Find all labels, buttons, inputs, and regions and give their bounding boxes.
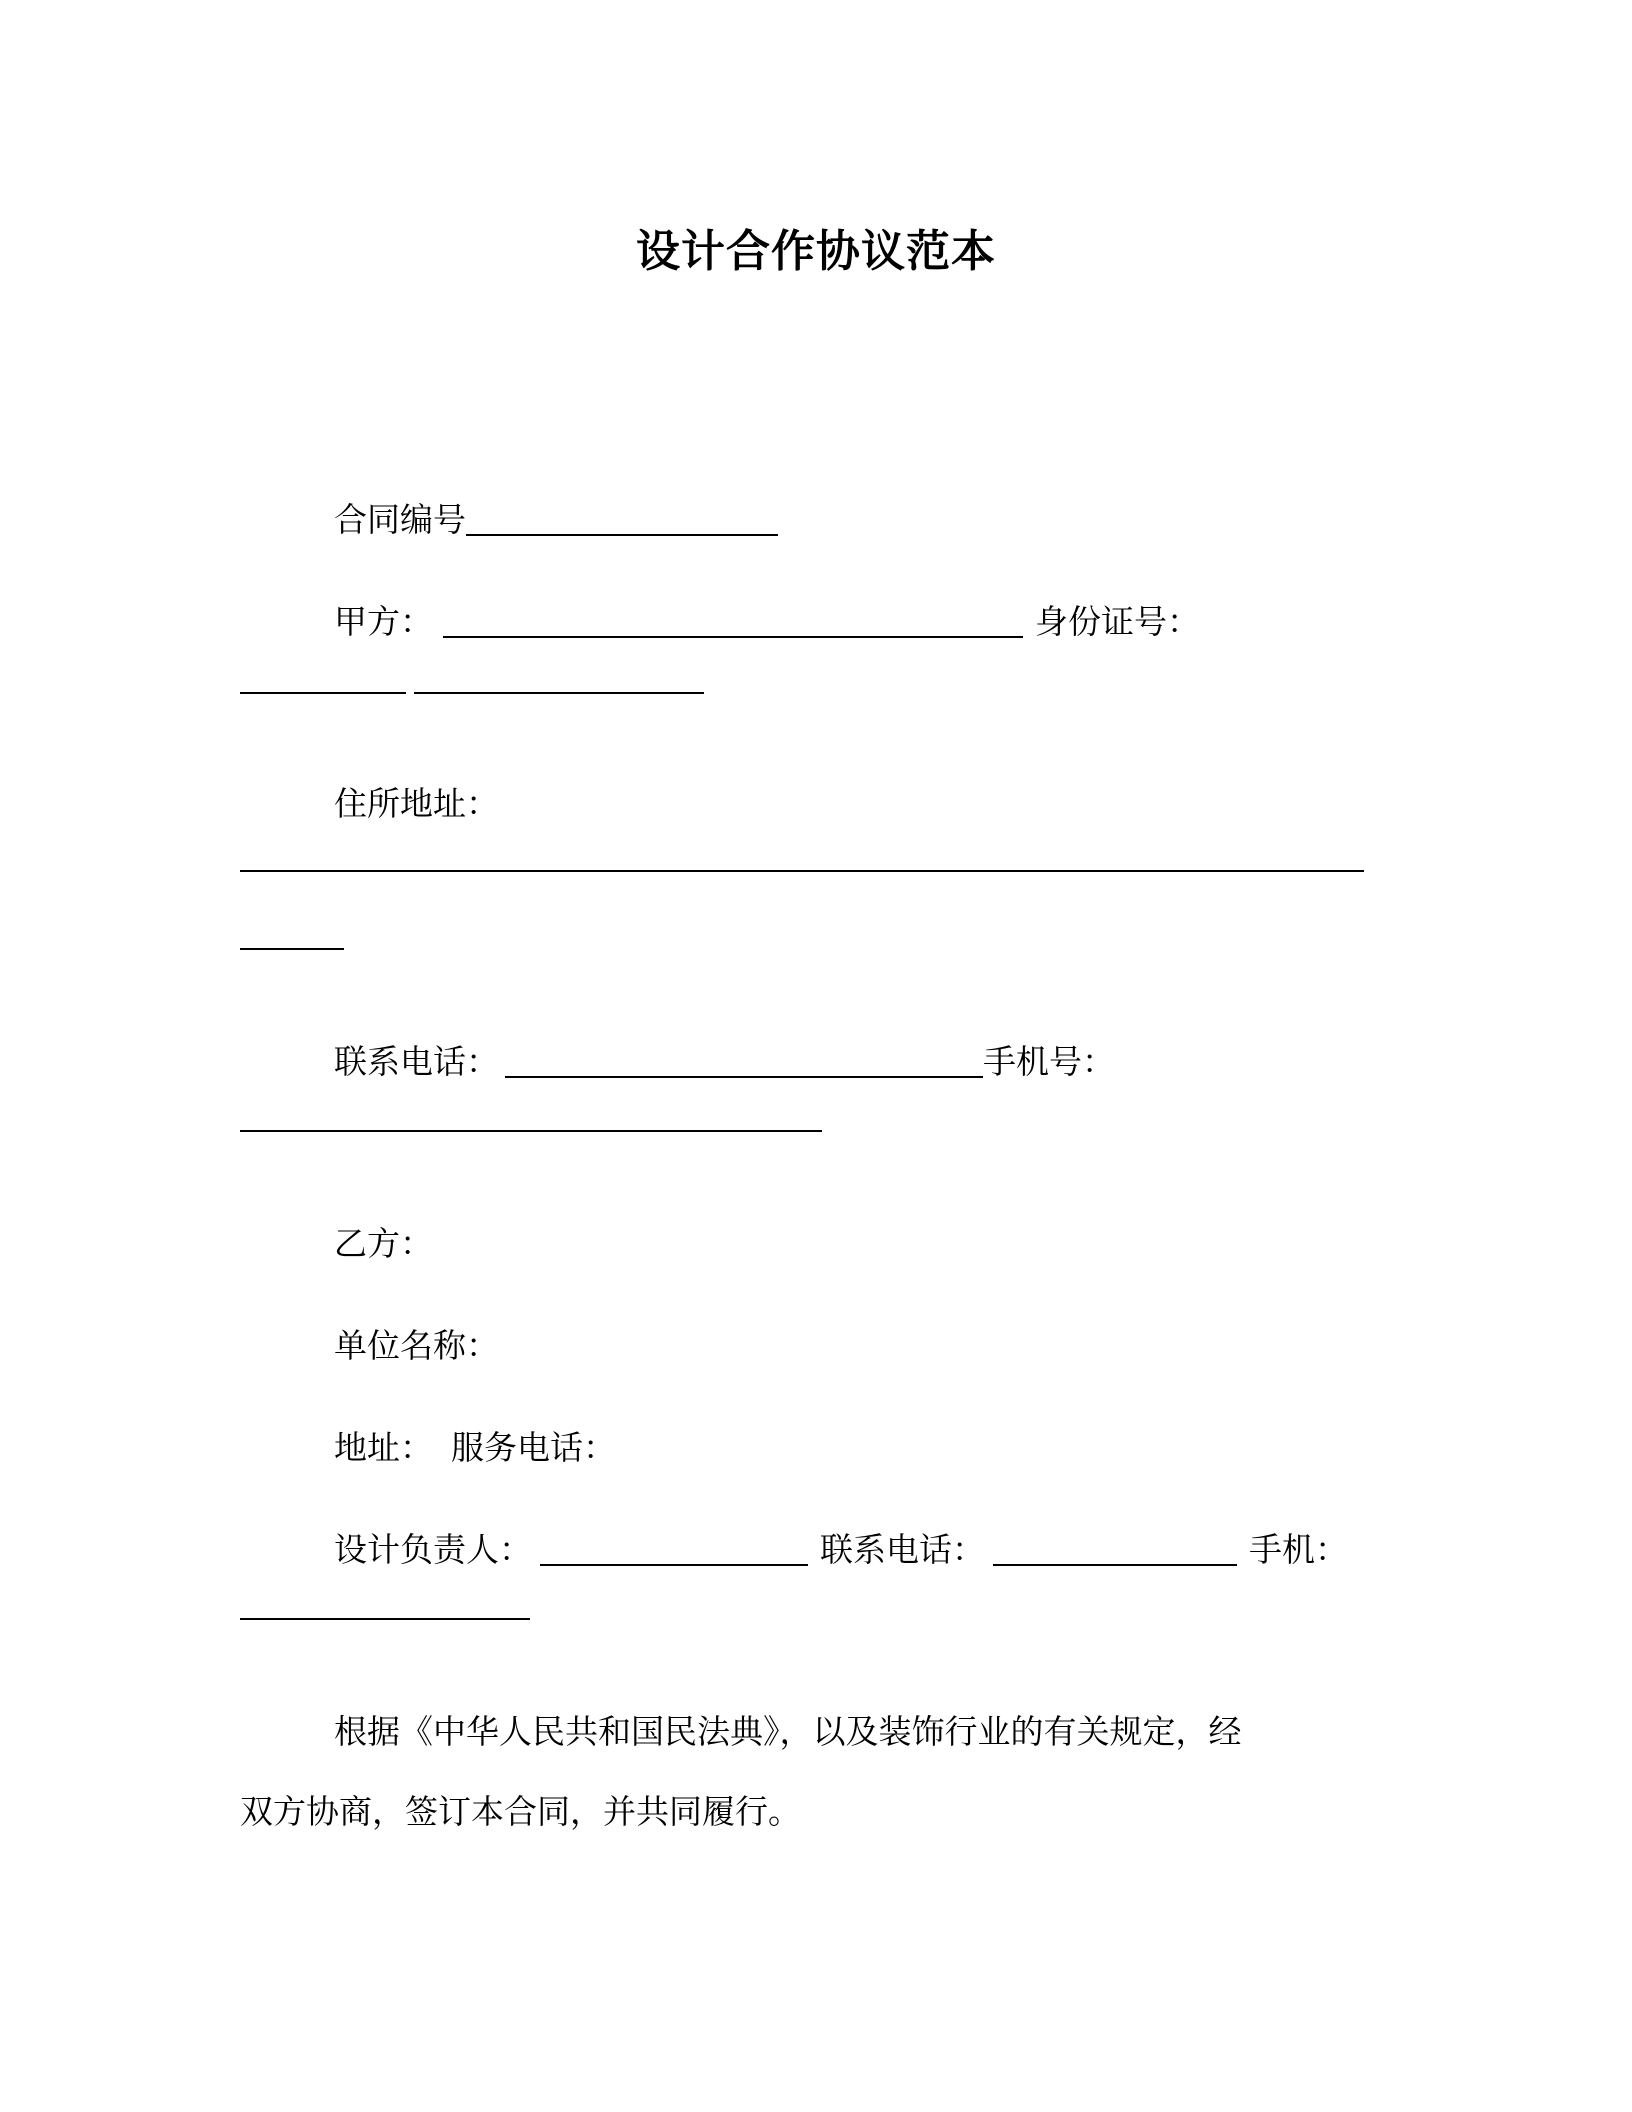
service-phone-label: 服务电话：: [451, 1428, 616, 1467]
preamble-text-1: 根据《中华人民共和国民法典》，以及装饰行业的有关规定，经: [334, 1712, 1242, 1751]
address-blank-1: [240, 870, 1364, 872]
b-address-label: 地址：: [334, 1428, 433, 1467]
document-title: 设计合作协议范本: [636, 226, 996, 277]
mobile-blank: [240, 1130, 822, 1132]
phone-row: [334, 1040, 1115, 1084]
preamble-line-1: [334, 1710, 1242, 1754]
designer-phone-label: 联系电话：: [820, 1530, 985, 1569]
id-no-label: 身份证号：: [1035, 602, 1200, 641]
party-a-row: [334, 600, 1200, 644]
party-b-label: 乙方：: [334, 1224, 433, 1263]
contract-no-blank: [466, 534, 778, 536]
address-blank-row-2: [240, 948, 344, 956]
designer-blank: [540, 1564, 808, 1566]
company-name-row: [334, 1324, 499, 1368]
designer-mobile-label: 手机：: [1249, 1530, 1348, 1569]
mobile-blank-row: [240, 1130, 822, 1138]
id-no-blank-1: [240, 692, 406, 694]
preamble-text-2: 双方协商，签订本合同，并共同履行。: [240, 1792, 801, 1831]
address-blank-row-1: [240, 870, 1364, 878]
phone-blank: [505, 1076, 983, 1078]
mobile-label: 手机号：: [983, 1042, 1115, 1081]
contract-no-row: [334, 498, 778, 542]
designer-row: [334, 1528, 1348, 1572]
address-blank-2: [240, 948, 344, 950]
party-b-row: [334, 1222, 433, 1266]
contract-no-label: 合同编号: [334, 500, 466, 539]
designer-mobile-blank: [240, 1618, 530, 1620]
designer-phone-blank: [993, 1564, 1237, 1566]
address-label: 住所地址：: [334, 784, 499, 823]
preamble-line-2: [240, 1790, 801, 1834]
address-row: [334, 782, 499, 826]
b-address-row: [334, 1426, 616, 1470]
designer-label: 设计负责人：: [334, 1530, 532, 1569]
party-a-blank: [443, 636, 1023, 638]
party-a-label: 甲方：: [334, 602, 433, 641]
id-no-row: [240, 692, 704, 700]
id-no-blank-2: [414, 692, 704, 694]
phone-label: 联系电话：: [334, 1042, 499, 1081]
designer-mobile-blank-row: [240, 1618, 530, 1626]
company-name-label: 单位名称：: [334, 1326, 499, 1365]
